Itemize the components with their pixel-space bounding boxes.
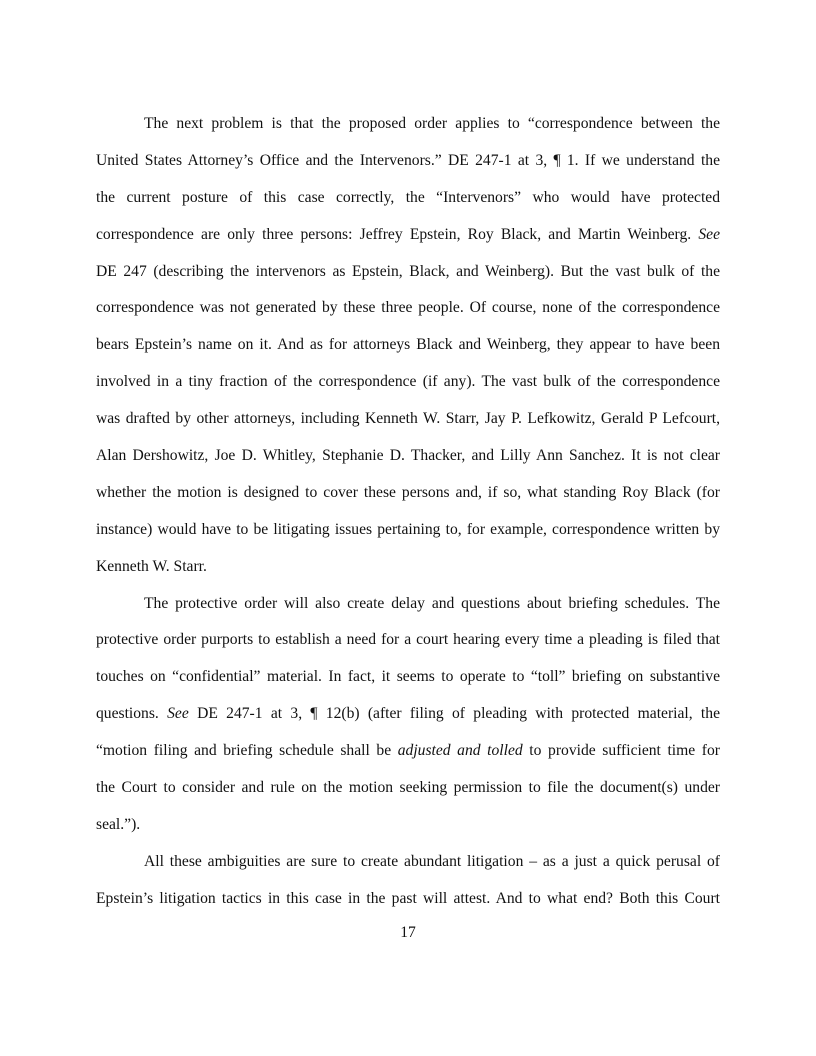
text-line: involved in a tiny fraction of the correspondence (if any). The vast bulk of the correspondence: [96, 373, 720, 391]
text-line: All these ambiguities are sure to create abundant litigation – as a just a quick perusal of: [144, 852, 720, 870]
page-number: 17: [400, 924, 416, 941]
text-line: the current posture of this case correctly, the “Intervenors” who would have protected: [96, 188, 720, 206]
text-line: The next problem is that the proposed order applies to “correspondence between the: [144, 115, 720, 132]
text-line: Epstein’s litigation tactics in this case in the past will attest. And to what end? Both this Court: [96, 889, 720, 907]
text-line: the Court to consider and rule on the motion seeking permission to file the document(s) under: [96, 779, 720, 797]
text-line: whether the motion is designed to cover these persons and, if so, what standing Roy Black (for: [96, 483, 720, 501]
italic-see: See: [167, 705, 189, 723]
text-line: touches on “confidential” material. In fact, it seems to operate to “toll” briefing on substantive: [96, 668, 720, 686]
text-line: instance) would have to be litigating issues pertaining to, for example, correspondence written by: [96, 520, 720, 538]
text-line: Kenneth W. Starr.: [96, 557, 207, 575]
text-line: Alan Dershowitz, Joe D. Whitley, Stephanie D. Thacker, and Lilly Ann Sanchez. It is not clear: [96, 447, 720, 465]
text-line: DE 247 (describing the intervenors as Epstein, Black, and Weinberg). But the vast bulk of the: [96, 262, 720, 280]
text-line: seal.”).: [96, 815, 141, 833]
text-line: The protective order will also create delay and questions about briefing schedules. The: [144, 594, 720, 612]
text-line: was drafted by other attorneys, including Kenneth W. Starr, Jay P. Lefkowitz, Gerald P Lefcourt,: [96, 410, 720, 428]
text-line: protective order purports to establish a need for a court hearing every time a pleading is filed that: [96, 631, 720, 649]
italic-see: See: [698, 225, 720, 243]
text-line: questions. See DE 247-1 at 3, ¶ 12(b) (after filing of pleading with protected material, the: [96, 705, 720, 723]
text-line: bears Epstein’s name on it. And as for attorneys Black and Weinberg, they appear to have been: [96, 336, 720, 354]
text-line: correspondence was not generated by these three people. Of course, none of the correspondence: [96, 299, 720, 317]
text-line: correspondence are only three persons: Jeffrey Epstein, Roy Black, and Martin Weinberg. See: [96, 225, 720, 243]
text-line: United States Attorney’s Office and the Intervenors.” DE 247-1 at 3, ¶ 1. If we understand the: [96, 151, 720, 169]
italic-phrase: adjusted and tolled: [397, 742, 523, 760]
text-line: “motion filing and briefing schedule shall be adjusted and tolled to provide sufficient time for: [96, 742, 720, 760]
document-body: [96, 106, 720, 918]
